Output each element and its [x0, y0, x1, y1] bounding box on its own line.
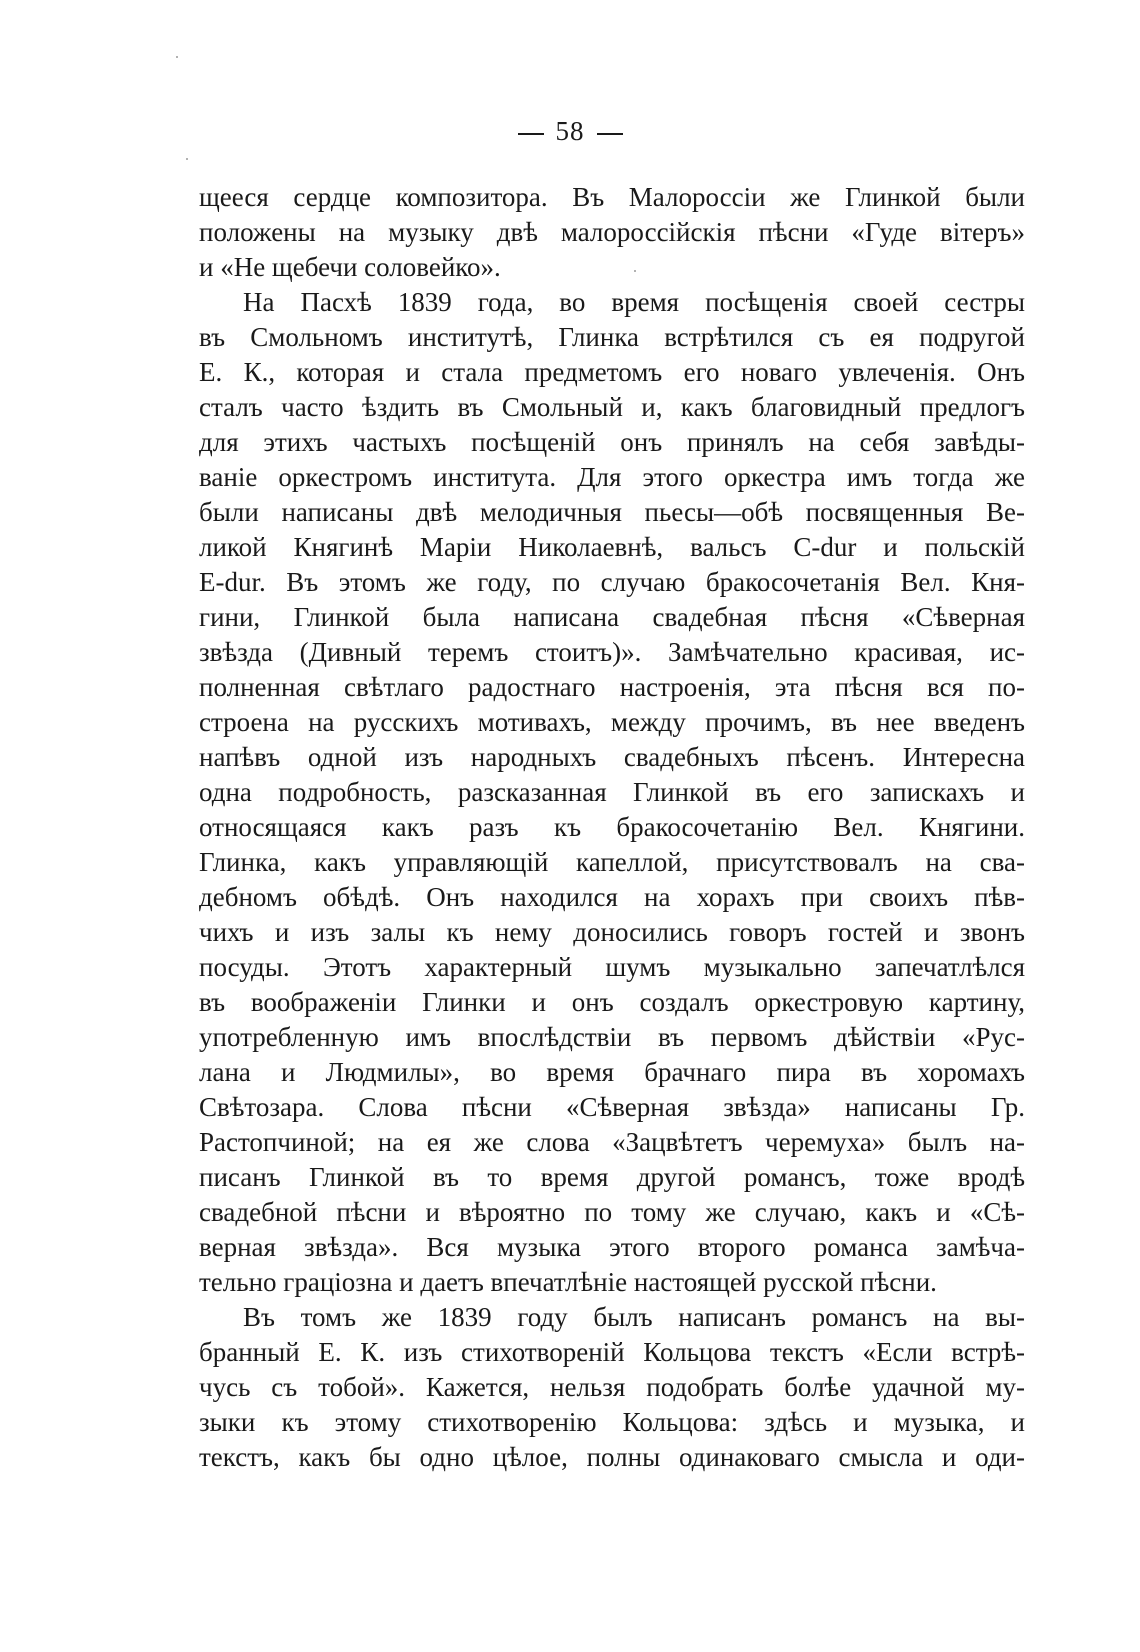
text-line: одна подробность, разсказанная Глинкой въ его запискахъ и [199, 777, 1025, 807]
text-line: свадебной пѣсни и вѣроятно по тому же случаю, какъ и «Сѣ- [199, 1197, 1025, 1227]
text-line: тельно граціозна и даетъ впечатлѣніе настоящей русской пѣсни. [199, 1267, 937, 1297]
text-line: въ Смольномъ институтѣ, Глинка встрѣтился съ ея подругой [199, 322, 1025, 352]
text-line: бранный Е. К. изъ стихотвореній Кольцова текстъ «Если встрѣ- [199, 1337, 1025, 1367]
text-line: строена на русскихъ мотивахъ, между прочимъ, въ нее введенъ [199, 707, 1025, 737]
text-line: писанъ Глинкой въ то время другой романсъ, тоже вродѣ [199, 1162, 1025, 1192]
text-line: ваніе оркестромъ института. Для этого оркестра имъ тогда же [199, 462, 1025, 492]
text-line: напѣвъ одной изъ народныхъ свадебныхъ пѣсенъ. Интересна [199, 742, 1025, 772]
text-line: въ воображеніи Глинки и онъ создалъ оркестровую картину, [199, 987, 1025, 1017]
page-number-left-dash [518, 133, 544, 135]
text-line: сталъ часто ѣздить въ Смольный и, какъ благовидный предлогъ [199, 392, 1025, 422]
text-line: ликой Княгинѣ Маріи Николаевнѣ, вальсъ C-dur и польскій [199, 532, 1025, 562]
scan-speck [176, 56, 178, 58]
text-line: Растопчиной; на ея же слова «Зацвѣтетъ черемуха» былъ на- [199, 1127, 1025, 1157]
text-line: были написаны двѣ мелодичныя пьесы—обѣ посвященныя Ве- [199, 497, 1025, 527]
text-line: и «Не щебечи соловейко». [199, 252, 501, 282]
page-number [0, 116, 1140, 147]
body-text [199, 180, 1025, 1475]
text-line: E-dur. Въ этомъ же году, по случаю бракосочетанія Вел. Кня- [199, 567, 1025, 597]
text-line: употребленную имъ впослѣдствіи въ первомъ дѣйствіи «Рус- [199, 1022, 1025, 1052]
text-line: полненная свѣтлаго радостнаго настроенія, эта пѣсня вся по- [199, 672, 1025, 702]
text-line: дебномъ обѣдѣ. Онъ находился на хорахъ при своихъ пѣв- [199, 882, 1025, 912]
text-line: Свѣтозара. Слова пѣсни «Сѣверная звѣзда» написаны Гр. [199, 1092, 1025, 1122]
scan-speck [186, 158, 188, 160]
text-line: звѣзда (Дивный теремъ стоитъ)». Замѣчательно красивая, ис- [199, 637, 1025, 667]
text-line: положены на музыку двѣ малороссійскія пѣсни «Гуде вітеръ» [199, 217, 1025, 247]
text-line: гини, Глинкой была написана свадебная пѣсня «Сѣверная [199, 602, 1025, 632]
text-line: для этихъ частыхъ посѣщеній онъ принялъ на себя завѣды- [199, 427, 1025, 457]
text-line: относящаяся какъ разъ къ бракосочетанію Вел. Княгини. [199, 812, 1025, 842]
text-line: Е. К., которая и стала предметомъ его новаго увлеченія. Онъ [199, 357, 1025, 387]
page-number-value: 58 [555, 116, 585, 146]
text-line: лана и Людмилы», во время брачнаго пира въ хоромахъ [199, 1057, 1025, 1087]
text-line: зыки къ этому стихотворенію Кольцова: здѣсь и музыка, и [199, 1407, 1025, 1437]
text-line: верная звѣзда». Вся музыка этого второго романса замѣча- [199, 1232, 1025, 1262]
text-line: текстъ, какъ бы одно цѣлое, полны одинаковаго смысла и оди- [199, 1442, 1025, 1472]
page-number-right-dash [597, 133, 623, 135]
text-line: щееся сердце композитора. Въ Малороссіи же Глинкой были [199, 182, 1025, 212]
text-line: чихъ и изъ залы къ нему доносились говоръ гостей и звонъ [199, 917, 1025, 947]
text-line: На Пасхѣ 1839 года, во время посѣщенія своей сестры [243, 287, 1025, 317]
text-line: Въ томъ же 1839 году былъ написанъ романсъ на вы- [243, 1302, 1025, 1332]
text-line: Глинка, какъ управляющій капеллой, присутствовалъ на сва- [199, 847, 1025, 877]
text-line: посуды. Этотъ характерный шумъ музыкально запечатлѣлся [199, 952, 1025, 982]
text-line: чусь съ тобой». Кажется, нельзя подобрать болѣе удачной му- [199, 1372, 1025, 1402]
